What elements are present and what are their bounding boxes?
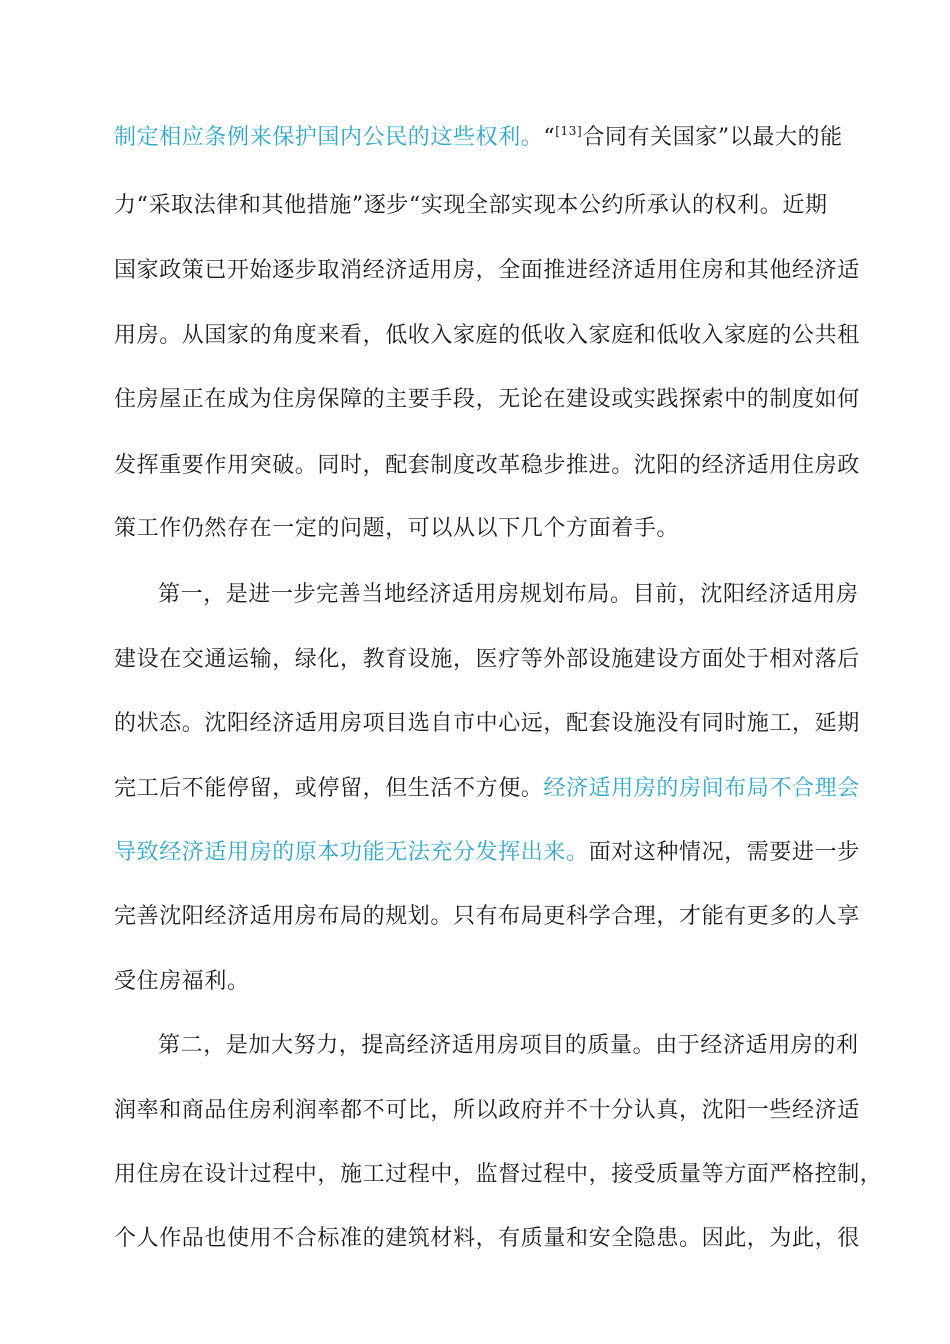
paragraph-1-line-6: 发挥重要作用突破。同时，配套制度改革稳步推进。沈阳的经济适用住房政: [114, 453, 860, 478]
body-text: 完工后不能停留，或停留，但生活不方便。: [114, 776, 544, 801]
paragraph-1-line-1: [114, 118, 860, 158]
paragraph-2-line-1: 第一，是进一步完善当地经济适用房规划布局。目前，沈阳经济适用房: [158, 582, 859, 607]
paragraph-2-line-2: 建设在交通运输，绿化，教育设施，医疗等外部设施建设方面处于相对落后: [114, 647, 860, 672]
paragraph-2-line-3: 的状态。沈阳经济适用房项目选自市中心远，配套设施没有同时施工，延期: [114, 711, 860, 736]
citation-reference[interactable]: [13]: [555, 124, 583, 138]
body-text: 面对这种情况，需要进一步: [588, 840, 860, 865]
paragraph-2-line-5: [114, 833, 860, 873]
paragraph-1-line-2: 力“采取法律和其他措施”逐步“实现全部实现本公约所承认的权利。近期: [114, 193, 828, 218]
highlighted-text: 导致经济适用房的原本功能无法充分发挥出来。: [114, 840, 589, 865]
paragraph-2-line-6: 完善沈阳经济适用房布局的规划。只有布局更科学合理，才能有更多的人享: [114, 904, 860, 929]
paragraph-3-line-2: 润率和商品住房利润率都不可比，所以政府并不十分认真，沈阳一些经济适: [114, 1098, 860, 1123]
paragraph-1-line-7: 策工作仍然存在一定的问题，可以从以下几个方面着手。: [114, 516, 680, 541]
highlighted-text: 制定相应条例来保护国内公民的这些权利。: [114, 125, 544, 150]
paragraph-3-line-1: 第二，是加大努力，提高经济适用房项目的质量。由于经济适用房的利: [158, 1033, 859, 1058]
paragraph-1-line-5: 住房屋正在成为住房保障的主要手段，无论在建设或实践探索中的制度如何: [114, 387, 860, 412]
paragraph-1-line-3: 国家政策已开始逐步取消经济适用房，全面推进经济适用住房和其他经济适: [114, 258, 860, 283]
open-quote: “: [543, 125, 556, 150]
paragraph-1-line-4: 用房。从国家的角度来看，低收入家庭的低收入家庭和低收入家庭的公共租: [114, 323, 860, 348]
body-text: 合同有关国家”以最大的能: [582, 125, 843, 150]
paragraph-3-line-4: 个人作品也使用不合标准的建筑材料，有质量和安全隐患。因此，为此，很: [114, 1226, 860, 1251]
paragraph-2-line-7: 受住房福利。: [114, 969, 250, 994]
highlighted-text: 经济适用房的房间布局不合理会: [543, 776, 860, 801]
paragraph-2-line-4: [114, 769, 860, 809]
paragraph-3-line-3: 用住房在设计过程中，施工过程中，监督过程中，接受质量等方面严格控制，: [114, 1162, 883, 1187]
